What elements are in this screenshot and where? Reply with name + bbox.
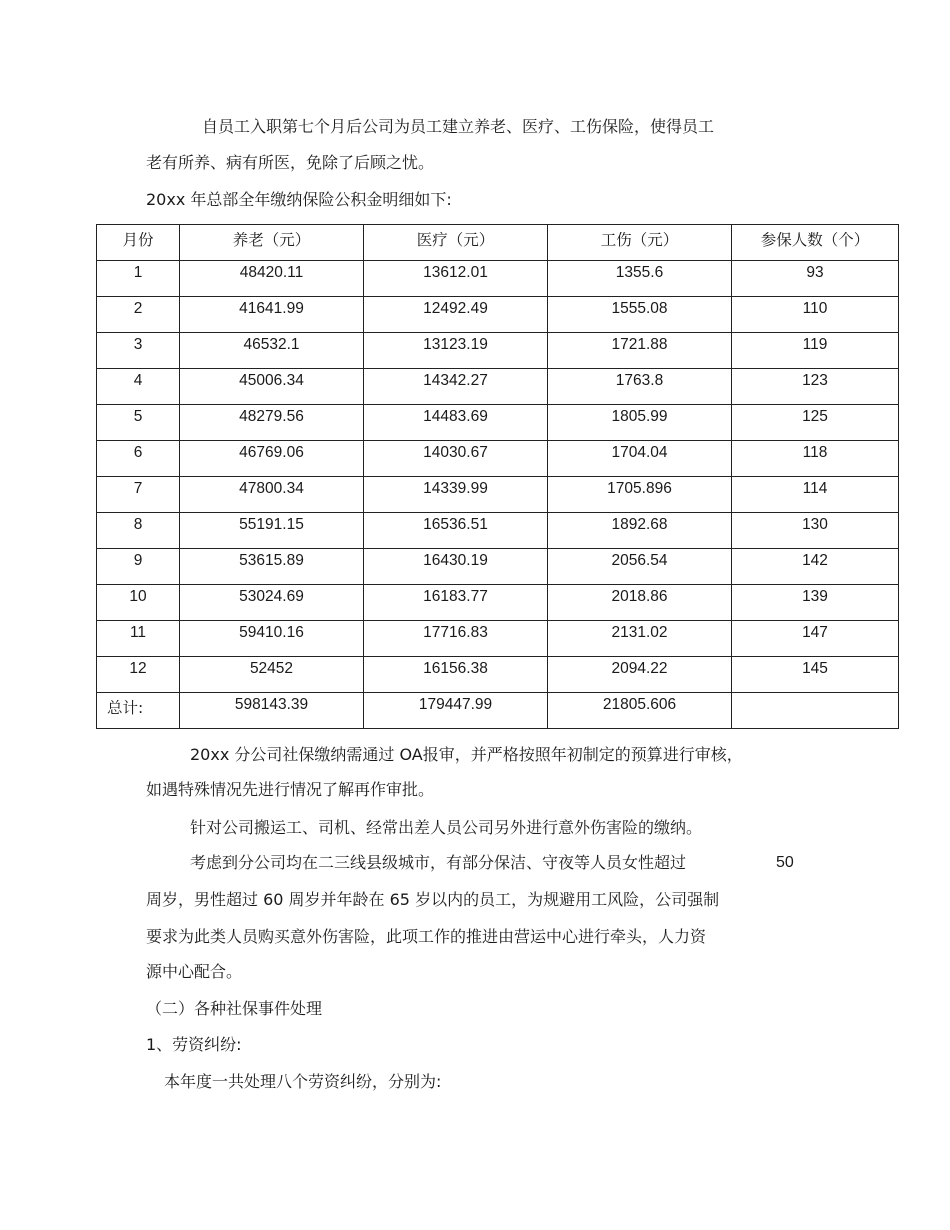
cell-injury: 1763.8 [548, 369, 732, 405]
header-pension: 养老（元） [180, 225, 364, 261]
sub-heading: 1、劳资纠纷: [146, 1035, 242, 1054]
table-row [97, 369, 899, 405]
paragraph-5-line-1: 本年度一共处理八个劳资纠纷，分别为: [164, 1072, 442, 1091]
cell-medical: 13123.19 [364, 333, 548, 369]
total-pension: 598143.39 [180, 693, 364, 729]
cell-pension: 45006.34 [180, 369, 364, 405]
cell-insured-count: 147 [732, 621, 899, 657]
cell-insured-count: 110 [732, 297, 899, 333]
table-row [97, 333, 899, 369]
cell-pension: 41641.99 [180, 297, 364, 333]
paragraph-4-line-2: 周岁，男性超过 60 周岁并年龄在 65 岁以内的员工，为规避用工风险，公司强制 [146, 890, 720, 909]
cell-insured-count: 119 [732, 333, 899, 369]
cell-injury: 2094.22 [548, 657, 732, 693]
cell-medical: 12492.49 [364, 297, 548, 333]
cell-pension: 55191.15 [180, 513, 364, 549]
cell-month: 2 [97, 297, 180, 333]
cell-pension: 46532.1 [180, 333, 364, 369]
cell-month: 1 [97, 261, 180, 297]
table-row [97, 477, 899, 513]
paragraph-2-line-1: 20xx 分公司社保缴纳需通过 OA报审，并严格按照年初制定的预算进行审核， [190, 745, 743, 764]
header-month: 月份 [97, 225, 180, 261]
total-label: 总计: [97, 693, 180, 729]
cell-medical: 17716.83 [364, 621, 548, 657]
cell-insured-count: 139 [732, 585, 899, 621]
header-insured-count: 参保人数（个） [732, 225, 899, 261]
cell-pension: 46769.06 [180, 441, 364, 477]
cell-month: 11 [97, 621, 180, 657]
table-row [97, 657, 899, 693]
cell-pension: 48279.56 [180, 405, 364, 441]
cell-pension: 53615.89 [180, 549, 364, 585]
cell-medical: 14483.69 [364, 405, 548, 441]
cell-insured-count: 114 [732, 477, 899, 513]
paragraph-1-line-2: 老有所养、病有所医，免除了后顾之忧。 [146, 153, 435, 172]
cell-medical: 16183.77 [364, 585, 548, 621]
cell-pension: 48420.11 [180, 261, 364, 297]
section-heading: （二）各种社保事件处理 [146, 999, 323, 1018]
cell-medical: 16430.19 [364, 549, 548, 585]
total-injury: 21805.606 [548, 693, 732, 729]
header-injury: 工伤（元） [548, 225, 732, 261]
cell-insured-count: 145 [732, 657, 899, 693]
paragraph-4-line-4: 源中心配合。 [146, 962, 243, 981]
cell-injury: 1805.99 [548, 405, 732, 441]
cell-month: 5 [97, 405, 180, 441]
cell-injury: 1892.68 [548, 513, 732, 549]
table-row [97, 549, 899, 585]
cell-pension: 52452 [180, 657, 364, 693]
cell-medical: 14030.67 [364, 441, 548, 477]
paragraph-4-line-3: 要求为此类人员购买意外伤害险，此项工作的推进由营运中心进行牵头，人力资 [146, 927, 707, 946]
paragraph-3-line-1: 针对公司搬运工、司机、经常出差人员公司另外进行意外伤害险的缴纳。 [190, 818, 703, 837]
cell-month: 12 [97, 657, 180, 693]
cell-pension: 53024.69 [180, 585, 364, 621]
paragraph-2-line-2: 如遇特殊情况先进行情况了解再作审批。 [146, 780, 435, 799]
paragraph-4-line-1: 考虑到分公司均在二三线县级城市，有部分保洁、守夜等人员女性超过 [190, 853, 687, 872]
cell-pension: 59410.16 [180, 621, 364, 657]
cell-insured-count: 130 [732, 513, 899, 549]
cell-medical: 13612.01 [364, 261, 548, 297]
cell-pension: 47800.34 [180, 477, 364, 513]
cell-insured-count: 142 [732, 549, 899, 585]
cell-medical: 14342.27 [364, 369, 548, 405]
total-insured-count [732, 693, 899, 729]
cell-injury: 1704.04 [548, 441, 732, 477]
table-row [97, 513, 899, 549]
cell-medical: 16156.38 [364, 657, 548, 693]
cell-month: 6 [97, 441, 180, 477]
table-row [97, 261, 899, 297]
header-medical: 医疗（元） [364, 225, 548, 261]
paragraph-1-line-1: 自员工入职第七个月后公司为员工建立养老、医疗、工伤保险，使得员工 [202, 117, 715, 136]
cell-month: 8 [97, 513, 180, 549]
cell-month: 10 [97, 585, 180, 621]
table-total-row [97, 693, 899, 729]
cell-insured-count: 125 [732, 405, 899, 441]
cell-injury: 2056.54 [548, 549, 732, 585]
cell-medical: 14339.99 [364, 477, 548, 513]
cell-month: 3 [97, 333, 180, 369]
cell-insured-count: 118 [732, 441, 899, 477]
cell-month: 7 [97, 477, 180, 513]
cell-insured-count: 93 [732, 261, 899, 297]
table-intro: 20xx 年总部全年缴纳保险公积金明细如下: [146, 190, 452, 209]
cell-month: 9 [97, 549, 180, 585]
cell-medical: 16536.51 [364, 513, 548, 549]
table-row [97, 405, 899, 441]
cell-injury: 1705.896 [548, 477, 732, 513]
cell-insured-count: 123 [732, 369, 899, 405]
table-row [97, 621, 899, 657]
insurance-table [96, 224, 899, 729]
cell-injury: 1355.6 [548, 261, 732, 297]
table-row [97, 297, 899, 333]
table-header-row [97, 225, 899, 261]
paragraph-4-line-1-number: 50 [776, 854, 794, 871]
table-row [97, 585, 899, 621]
cell-month: 4 [97, 369, 180, 405]
cell-injury: 2018.86 [548, 585, 732, 621]
table-row [97, 441, 899, 477]
cell-injury: 1721.88 [548, 333, 732, 369]
cell-injury: 2131.02 [548, 621, 732, 657]
cell-injury: 1555.08 [548, 297, 732, 333]
total-medical: 179447.99 [364, 693, 548, 729]
